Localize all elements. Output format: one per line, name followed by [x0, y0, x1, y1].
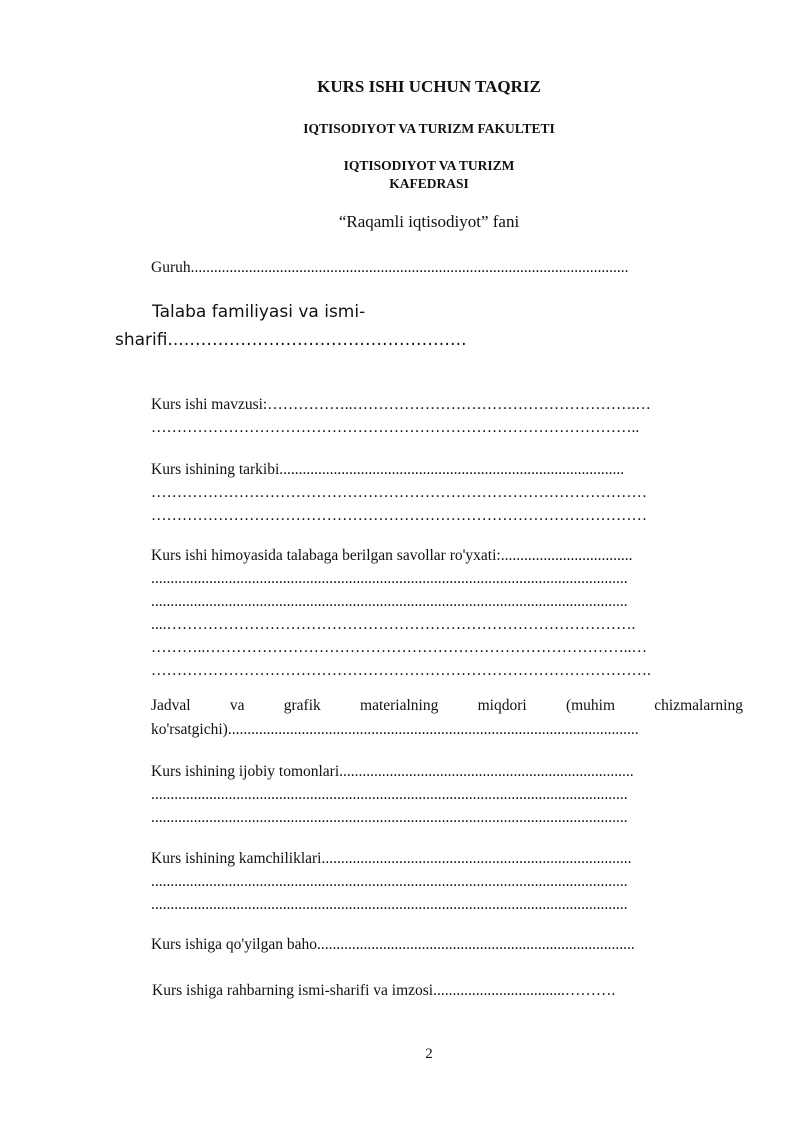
tables-word: miqdori	[477, 697, 527, 714]
tables-word: va	[229, 697, 245, 714]
questions-field-line-4: ....……………………………………………………………………………….	[151, 616, 636, 633]
tables-word: materialning	[360, 697, 439, 714]
tables-word: chizmalarning	[654, 697, 743, 714]
student-name-label: Talaba familiyasi va ismi-	[152, 302, 366, 322]
questions-field: Kurs ishi himoyasida talabaga berilgan savollar ro'yxati:..................................	[151, 547, 633, 564]
tables-word: grafik	[283, 697, 321, 714]
questions-field-line-5: ………..………………………………………………………………………..…	[151, 639, 647, 656]
tables-word: Jadval	[151, 697, 191, 714]
subject-line: “Raqamli iqtisodiyot” fani	[338, 212, 520, 231]
tables-word: (muhim	[565, 697, 616, 714]
department-heading-line-1: IQTISODIYOT VA TURIZM	[343, 158, 515, 173]
shortcomings-field: Kurs ishining kamchiliklari................................................................................	[151, 850, 632, 867]
student-name-field: sharifi...…………………………………………..	[115, 330, 467, 350]
questions-field-line-2: ...........................................................................................................................	[151, 570, 628, 587]
department-heading	[0, 157, 800, 193]
questions-field-line-6: …………………………………………………………………………………….	[151, 662, 651, 679]
structure-field-line-3: ……………………………………………………………………………………	[151, 507, 647, 524]
department-heading-line-2: KAFEDRASI	[389, 176, 469, 191]
page-number: 2	[425, 1046, 433, 1062]
topic-field: Kurs ishi mavzusi:……………..……………………………………………….…	[151, 396, 651, 413]
faculty-heading: IQTISODIYOT VA TURIZM FAKULTETI	[303, 121, 555, 136]
shortcomings-field-line-2: ...........................................................................................................................	[151, 873, 628, 890]
group-field: Guruh.................................................................................................................	[151, 259, 629, 276]
positive-field-line-2: ...........................................................................................................................	[151, 786, 628, 803]
tables-field	[151, 697, 743, 715]
document-title: KURS ISHI UCHUN TAQRIZ	[317, 77, 541, 96]
supervisor-signature-field: Kurs ishiga rahbarning ismi-sharifi va imzosi..................................……….	[152, 982, 616, 999]
shortcomings-field-line-3: ...........................................................................................................................	[151, 896, 628, 913]
tables-field-line-2: ko'rsatgichi)..........................................................................................................	[151, 721, 639, 738]
topic-field-line-2: …………………………………………………………………………………..	[151, 419, 640, 436]
positive-field-line-3: ...........................................................................................................................	[151, 809, 628, 826]
grade-field: Kurs ishiga qo'yilgan baho..................................................................................	[151, 936, 635, 953]
structure-field: Kurs ishining tarkibi.........................................................................................	[151, 461, 625, 478]
structure-field-line-2: ……………………………………………………………………………………	[151, 484, 647, 501]
positive-field: Kurs ishining ijobiy tomonlari............................................................................	[151, 763, 634, 780]
questions-field-line-3: ...........................................................................................................................	[151, 593, 628, 610]
